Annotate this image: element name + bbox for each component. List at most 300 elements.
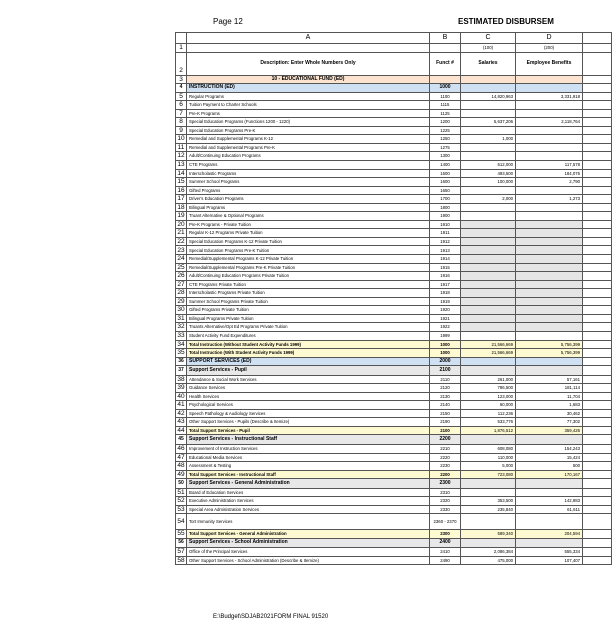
cell-benefits[interactable]	[516, 357, 583, 366]
cell-benefits[interactable]	[516, 75, 583, 84]
row-number: 29	[177, 297, 185, 305]
cell-extra	[583, 392, 612, 401]
cell-salaries[interactable]: 5,637,206	[461, 118, 516, 127]
cell-salaries[interactable]	[461, 84, 516, 93]
cell-salaries[interactable]	[461, 143, 516, 152]
cell-description: INSTRUCTION (ED)	[187, 84, 430, 93]
cell-salaries[interactable]	[461, 538, 516, 548]
row-number: 15	[177, 178, 185, 186]
cell-funct: 2100	[430, 426, 461, 435]
cell-benefits[interactable]	[516, 280, 583, 289]
table-row	[176, 297, 612, 306]
cell-extra	[583, 75, 612, 84]
table-row	[176, 444, 612, 453]
row-number: 9	[176, 126, 187, 135]
cell-salaries[interactable]	[461, 331, 516, 340]
cell-extra	[583, 203, 612, 212]
cell-salaries[interactable]	[461, 246, 516, 255]
cell-salaries[interactable]: 512,000	[461, 161, 516, 170]
cell-funct: 2210	[430, 444, 461, 453]
cell-benefits[interactable]: 3,331,918	[516, 92, 583, 101]
cell-salaries[interactable]	[461, 101, 516, 110]
cell-benefits[interactable]: 15,424	[516, 453, 583, 462]
cell-description: Special Education Programs Pre-K	[187, 126, 430, 135]
cell-salaries[interactable]: 2,000	[461, 195, 516, 204]
cell-benefits[interactable]: 555,334	[516, 548, 583, 557]
cell-salaries[interactable]	[461, 255, 516, 264]
cell-extra	[583, 497, 612, 506]
cell-extra	[583, 538, 612, 548]
cell-benefits[interactable]	[516, 366, 583, 376]
cell-funct: 1922	[430, 323, 461, 332]
row-number: 51	[177, 488, 185, 496]
cell-salaries[interactable]	[461, 314, 516, 323]
column-letter-a: A	[187, 33, 430, 44]
row-number: 40	[177, 392, 185, 400]
cell-benefits[interactable]	[516, 101, 583, 110]
cell-extra	[583, 323, 612, 332]
cell-extra	[583, 366, 612, 376]
cell-extra	[583, 289, 612, 298]
cell-salaries[interactable]: 261,000	[461, 375, 516, 384]
cell-description: Support Services - General Administration	[187, 479, 430, 489]
cell-funct: 2400	[430, 538, 461, 548]
cell-benefits[interactable]: 57,161	[516, 375, 583, 384]
cell-funct: 2310	[430, 488, 461, 497]
cell-benefits[interactable]	[516, 297, 583, 306]
section-header-row	[176, 84, 612, 93]
cell-description: Total Support Services - Pupil	[187, 426, 430, 435]
cell-salaries[interactable]: 60,000	[461, 401, 516, 410]
cell-salaries[interactable]	[461, 186, 516, 195]
cell-funct: 1000	[430, 349, 461, 358]
row-number: 26	[177, 272, 185, 280]
cell-description: Pre-K Programs	[187, 109, 430, 118]
cell-description: Adult/Continuing Education Programs Private Tuition	[187, 272, 430, 281]
cell-description: Summer School Programs	[187, 178, 430, 187]
cell-funct: 1115	[430, 101, 461, 110]
cell-description: Psychological Services	[187, 401, 430, 410]
cell-salaries[interactable]: 1,876,512	[461, 426, 516, 435]
cell-salaries[interactable]	[461, 272, 516, 281]
table-row	[176, 514, 612, 530]
cell-benefits[interactable]	[516, 306, 583, 315]
cell-salaries[interactable]	[461, 220, 516, 229]
row-number: 31	[177, 314, 185, 322]
table-row	[176, 246, 612, 255]
cell-salaries[interactable]: 475,000	[461, 556, 516, 565]
cell-description: Speech Pathology & Audiology Services	[187, 409, 430, 418]
table-row	[176, 556, 612, 565]
total-row	[176, 426, 612, 435]
cell-funct: 1000	[430, 340, 461, 349]
cell-description: Student Activity Fund Expenditures	[187, 331, 430, 340]
cell-salaries[interactable]	[461, 514, 516, 530]
cell-description: Support Services - Pupil	[187, 366, 430, 376]
table-row	[176, 409, 612, 418]
cell-salaries[interactable]	[461, 237, 516, 246]
cell-funct: 1919	[430, 297, 461, 306]
cell-salaries[interactable]: 608,080	[461, 444, 516, 453]
table-row	[176, 314, 612, 323]
cell-salaries[interactable]	[461, 488, 516, 497]
cell-description: Interscholastic Programs Private Tuition	[187, 289, 430, 298]
cell-salaries[interactable]: 2,086,384	[461, 548, 516, 557]
cell-description: Remedial and Supplemental Programs K-12	[187, 135, 430, 144]
cell-salaries[interactable]	[461, 263, 516, 272]
cell-benefits[interactable]	[516, 289, 583, 298]
cell-benefits[interactable]	[516, 479, 583, 489]
column-title-benefits: Employee Benefits	[516, 52, 583, 75]
row-number: 2	[176, 52, 187, 75]
table-row	[176, 143, 612, 152]
cell-benefits[interactable]	[516, 186, 583, 195]
cell-benefits[interactable]: 204,594	[516, 530, 583, 539]
cell-funct: 1275	[430, 143, 461, 152]
cell-funct: 2150	[430, 409, 461, 418]
table-row	[176, 453, 612, 462]
cell-salaries[interactable]: 110,000	[461, 453, 516, 462]
cell-salaries[interactable]	[461, 152, 516, 161]
cell-description: Truant Alternative & Optional Programs	[187, 212, 430, 221]
table-row	[176, 126, 612, 135]
cell-benefits[interactable]	[516, 109, 583, 118]
cell-extra	[583, 470, 612, 479]
cell-extra	[583, 101, 612, 110]
cell-benefits[interactable]	[516, 272, 583, 281]
cell-funct: 1100	[430, 92, 461, 101]
cell-salaries[interactable]: 1,000	[461, 135, 516, 144]
cell-extra	[583, 357, 612, 366]
cell-salaries[interactable]: 100,000	[461, 178, 516, 187]
table-row	[176, 169, 612, 178]
cell-benefits[interactable]	[516, 229, 583, 238]
cell-funct: 1200	[430, 118, 461, 127]
cell-description: Special Education Programs Pre-K Tuition	[187, 246, 430, 255]
cell-salaries[interactable]	[461, 357, 516, 366]
cell-funct: 1700	[430, 195, 461, 204]
cell-funct: 1913	[430, 246, 461, 255]
cell-benefits[interactable]: 184,076	[516, 169, 583, 178]
cell-benefits[interactable]	[516, 152, 583, 161]
column-letter-row	[176, 33, 612, 44]
cell-salaries[interactable]: 14,820,963	[461, 92, 516, 101]
cell-benefits[interactable]	[516, 255, 583, 264]
cell-salaries[interactable]	[461, 203, 516, 212]
table-row	[176, 255, 612, 264]
cell-benefits[interactable]	[516, 331, 583, 340]
row-number: 28	[177, 289, 185, 297]
cell-benefits[interactable]: 170,167	[516, 470, 583, 479]
column-letter-b: B	[430, 33, 461, 44]
cell-salaries[interactable]	[461, 479, 516, 489]
cell-description: Remedial/Supplemental Programs K-12 Private Tuition	[187, 255, 430, 264]
cell-funct: 1911	[430, 229, 461, 238]
cell-funct: 1918	[430, 289, 461, 298]
cell-description: Other Support Services - School Administration (Describe & Itemize)	[187, 556, 430, 565]
cell-benefits[interactable]	[516, 263, 583, 272]
cell-extra	[583, 340, 612, 349]
cell-extra	[583, 514, 612, 530]
cell-description	[187, 44, 430, 53]
cell-benefits[interactable]: 61,611	[516, 505, 583, 514]
column-letter-d: D	[516, 33, 583, 44]
cell-funct: 1000	[430, 84, 461, 93]
cell-salaries[interactable]	[461, 306, 516, 315]
cell-funct: 2140	[430, 401, 461, 410]
table-row	[176, 161, 612, 170]
cell-extra	[583, 280, 612, 289]
cell-funct: 1915	[430, 263, 461, 272]
cell-benefits[interactable]	[516, 126, 583, 135]
section-header-row	[176, 75, 612, 84]
cell-description: Bilingual Programs Private Tuition	[187, 314, 430, 323]
table-row	[176, 331, 612, 340]
cell-description: Regular Programs	[187, 92, 430, 101]
row-number: 58	[177, 556, 185, 564]
cell-benefits[interactable]: 181,114	[516, 384, 583, 393]
cell-salaries[interactable]	[461, 212, 516, 221]
row-number: 41	[177, 401, 185, 409]
cell-salaries[interactable]	[461, 323, 516, 332]
cell-description: Special Education Programs K-12 Private Tuition	[187, 237, 430, 246]
cell-funct: 1914	[430, 255, 461, 264]
cell-funct: 2110	[430, 375, 461, 384]
total-row	[176, 340, 612, 349]
table-row	[176, 101, 612, 110]
cell-salaries[interactable]: 235,840	[461, 505, 516, 514]
cell-salaries[interactable]: 112,236	[461, 409, 516, 418]
cell-benefits[interactable]	[516, 135, 583, 144]
cell-benefits[interactable]: 5,756,399	[516, 349, 583, 358]
cell-extra	[583, 195, 612, 204]
cell-description: SUPPORT SERVICES (ED)	[187, 357, 430, 366]
row-number: 39	[177, 384, 185, 392]
row-number: 48	[177, 462, 185, 470]
row-number: 1	[176, 44, 187, 53]
column-letter-c: C	[461, 33, 516, 44]
cell-salaries[interactable]	[461, 75, 516, 84]
cell-description: Total Instruction (With Student Activity Funds 1999)	[187, 349, 430, 358]
page-number: Page 12	[213, 17, 243, 26]
cell-funct: 2190	[430, 418, 461, 427]
row-number: 19	[177, 212, 185, 220]
cell-extra	[583, 109, 612, 118]
cell-extra	[583, 169, 612, 178]
cell-salaries[interactable]	[461, 229, 516, 238]
cell-extra	[583, 246, 612, 255]
cell-funct: 2410	[430, 548, 461, 557]
footer-file-path: E:\Budget\SDJAB2021FORM FINAL 91520	[213, 614, 329, 620]
row-number: 6	[176, 101, 187, 110]
cell-salaries[interactable]	[461, 280, 516, 289]
cell-extra	[583, 52, 612, 75]
cell-description: Health Services	[187, 392, 430, 401]
table-row	[176, 229, 612, 238]
cell-salaries[interactable]	[461, 126, 516, 135]
cell-extra	[583, 505, 612, 514]
row-number: 17	[177, 195, 185, 203]
column-title-salaries: Salaries	[461, 52, 516, 75]
cell-description: Improvement of Instruction Services	[187, 444, 430, 453]
cell-benefits[interactable]	[516, 220, 583, 229]
cell-benefits[interactable]: 1,273	[516, 195, 583, 204]
cell-funct: 2230	[430, 462, 461, 471]
cell-salaries[interactable]: 533,776	[461, 418, 516, 427]
table-row	[176, 505, 612, 514]
cell-benefits[interactable]: 30,462	[516, 409, 583, 418]
table-row	[176, 462, 612, 471]
cell-extra	[583, 488, 612, 497]
row-number: 56	[176, 538, 187, 548]
cell-description: Special Area Administration Services	[187, 505, 430, 514]
cell-salaries[interactable]: 589,340	[461, 530, 516, 539]
cell-description: Pre-K Programs - Private Tuition	[187, 220, 430, 229]
cell-salaries[interactable]: 123,000	[461, 392, 516, 401]
cell-benefits[interactable]	[516, 514, 583, 530]
cell-description: Truants Alternative/Opt Ed Programs Private Tuition	[187, 323, 430, 332]
table-row	[176, 280, 612, 289]
cell-salaries[interactable]: 21,566,669	[461, 340, 516, 349]
cell-extra	[583, 331, 612, 340]
cell-benefits[interactable]	[516, 323, 583, 332]
cell-extra	[583, 314, 612, 323]
table-row	[176, 289, 612, 298]
cell-benefits[interactable]: 2,790	[516, 178, 583, 187]
total-row	[176, 349, 612, 358]
cell-extra	[583, 409, 612, 418]
cell-description: Guidance Services	[187, 384, 430, 393]
table-row	[176, 272, 612, 281]
cell-extra	[583, 444, 612, 453]
cell-salaries[interactable]: 353,500	[461, 497, 516, 506]
page-header-title: ESTIMATED DISBURSEM	[458, 17, 554, 26]
row-number: 44	[177, 426, 185, 434]
table-row	[176, 375, 612, 384]
cell-benefits[interactable]	[516, 84, 583, 93]
column-title-funct: Funct #	[430, 52, 461, 75]
table-row	[176, 488, 612, 497]
row-number: 27	[177, 280, 185, 288]
cell-salaries[interactable]	[461, 366, 516, 376]
cell-funct: 1800	[430, 203, 461, 212]
cell-description: Total Support Services - Instructional Staff	[187, 470, 430, 479]
cell-funct: 2320	[430, 497, 461, 506]
cell-extra	[583, 92, 612, 101]
cell-extra	[583, 548, 612, 557]
table-row	[176, 212, 612, 221]
cell-benefits[interactable]: 142,983	[516, 497, 583, 506]
cell-extra	[583, 306, 612, 315]
cell-benefits[interactable]: 2,118,764	[516, 118, 583, 127]
cell-salaries[interactable]	[461, 289, 516, 298]
column-code-salaries: (100)	[461, 44, 516, 53]
cell-benefits[interactable]	[516, 203, 583, 212]
table-row	[176, 178, 612, 187]
table-row	[176, 135, 612, 144]
cell-description: Remedial and Supplemental Programs Pre-K	[187, 143, 430, 152]
cell-salaries[interactable]	[461, 297, 516, 306]
cell-funct: 2220	[430, 453, 461, 462]
row-number: 7	[176, 109, 187, 118]
table-row	[176, 384, 612, 393]
cell-benefits[interactable]	[516, 435, 583, 445]
cell-salaries[interactable]: 21,566,669	[461, 349, 516, 358]
table-row	[176, 306, 612, 315]
section-header-row	[176, 479, 612, 489]
cell-extra	[583, 297, 612, 306]
cell-benefits[interactable]	[516, 488, 583, 497]
cell-funct: 1920	[430, 306, 461, 315]
cell-benefits[interactable]: 117,578	[516, 161, 583, 170]
cell-benefits[interactable]: 77,302	[516, 418, 583, 427]
cell-extra	[583, 272, 612, 281]
cell-funct: 1917	[430, 280, 461, 289]
cell-description: Remedial/Supplemental Programs Pre-K Private Tuition	[187, 263, 430, 272]
cell-benefits[interactable]	[516, 538, 583, 548]
cell-extra	[583, 44, 612, 53]
cell-funct: 2490	[430, 556, 461, 565]
cell-benefits[interactable]: 5,756,399	[516, 340, 583, 349]
cell-salaries[interactable]: 493,500	[461, 169, 516, 178]
cell-salaries[interactable]	[461, 109, 516, 118]
cell-extra	[583, 237, 612, 246]
cell-benefits[interactable]	[516, 237, 583, 246]
table-row	[176, 237, 612, 246]
cell-extra	[583, 178, 612, 187]
cell-funct	[430, 75, 461, 84]
cell-description: Gifted Programs Private Tuition	[187, 306, 430, 315]
cell-extra	[583, 384, 612, 393]
table-row	[176, 118, 612, 127]
cell-salaries[interactable]	[461, 435, 516, 445]
column-code-row	[176, 44, 612, 53]
column-letter-e	[583, 33, 612, 44]
cell-funct: 2130	[430, 392, 461, 401]
row-number: 30	[177, 306, 185, 314]
cell-description: 10 - EDUCATIONAL FUND (ED)	[187, 75, 430, 84]
cell-benefits[interactable]: 107,407	[516, 556, 583, 565]
table-row	[176, 548, 612, 557]
row-number: 53	[177, 505, 185, 513]
cell-benefits[interactable]: 1,683	[516, 401, 583, 410]
row-number: 36	[176, 357, 187, 366]
cell-benefits[interactable]: 359,426	[516, 426, 583, 435]
cell-description: Support Services - School Administration	[187, 538, 430, 548]
cell-funct: 1250	[430, 135, 461, 144]
cell-salaries[interactable]: 723,080	[461, 470, 516, 479]
cell-benefits[interactable]: 11,704	[516, 392, 583, 401]
row-number: 37	[176, 366, 187, 376]
cell-description: Gifted Programs	[187, 186, 430, 195]
cell-benefits[interactable]: 154,243	[516, 444, 583, 453]
table-row	[176, 418, 612, 427]
cell-salaries[interactable]: 5,000	[461, 462, 516, 471]
cell-benefits[interactable]	[516, 212, 583, 221]
cell-benefits[interactable]: 500	[516, 462, 583, 471]
table-row	[176, 92, 612, 101]
column-title-description: Description: Enter Whole Numbers Only	[187, 52, 430, 75]
cell-benefits[interactable]	[516, 246, 583, 255]
cell-funct: 1900	[430, 212, 461, 221]
row-number: 38	[177, 375, 185, 383]
cell-salaries[interactable]: 786,500	[461, 384, 516, 393]
cell-benefits[interactable]	[516, 314, 583, 323]
cell-benefits[interactable]	[516, 143, 583, 152]
table-row	[176, 323, 612, 332]
cell-description: Bilingual Programs	[187, 203, 430, 212]
cell-extra	[583, 462, 612, 471]
